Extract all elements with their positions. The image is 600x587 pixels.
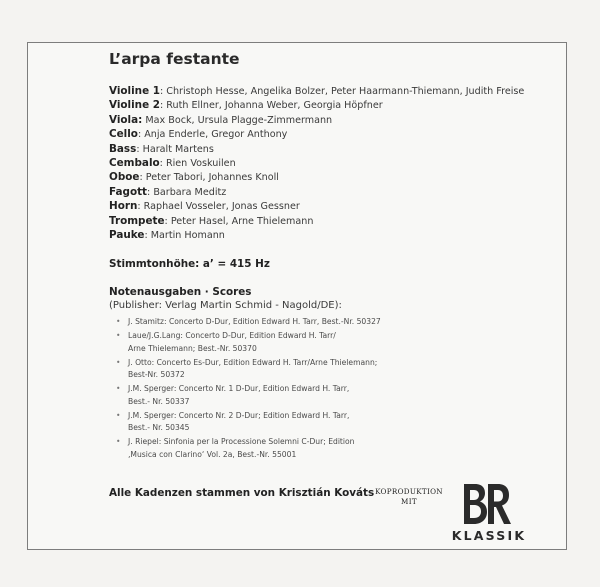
roster-row: [109, 170, 524, 184]
coproduction-label: [372, 487, 446, 507]
scores-heading: Notenausgaben · Scores: [109, 286, 252, 298]
player-names: Rien Voskuilen: [165, 157, 236, 169]
scores-list: [116, 316, 381, 463]
br-logo-icon: [461, 482, 513, 526]
score-line: Best.- Nr. 50337: [128, 396, 190, 406]
separator: :: [159, 100, 167, 112]
roster-row: [109, 199, 524, 213]
list-item: [116, 330, 381, 355]
roster-row: [109, 228, 524, 242]
album-title: L’arpa festante: [109, 50, 240, 68]
musician-roster: [109, 84, 524, 242]
player-names: Peter Tabori, Johannes Knoll: [145, 172, 279, 184]
roster-row: [109, 185, 524, 199]
bullet-icon: •: [116, 437, 121, 447]
roster-row: [109, 142, 524, 156]
player-names: Raphael Vosseler, Jonas Gessner: [143, 201, 300, 213]
score-line: Arne Thielemann; Best.-Nr. 50370: [128, 343, 257, 353]
list-item: [116, 357, 381, 382]
score-line: Laue/J.G.Lang: Concerto D-Dur, Edition Edward H. Tarr/: [128, 331, 336, 341]
bullet-icon: •: [116, 410, 121, 420]
player-names: Ruth Ellner, Johanna Weber, Georgia Höpfner: [166, 100, 383, 112]
player-names: Haralt Martens: [142, 143, 214, 155]
score-line: J. Stamitz: Concerto D-Dur, Edition Edward H. Tarr, Best.-Nr. 50327: [128, 317, 381, 326]
coproduction-line: KOPRODUKTION: [375, 487, 443, 496]
score-line: J. Riepel: Sinfonia per la Processione Solemni C-Dur; Edition: [128, 437, 355, 447]
score-line: ‚Musica con Clarino‘ Vol. 2a, Best.-Nr. 55001: [128, 449, 297, 459]
bullet-icon: •: [116, 317, 121, 326]
instrument-label: Fagott: [109, 185, 148, 198]
bullet-icon: •: [116, 331, 121, 341]
player-names: Anja Enderle, Gregor Anthony: [144, 129, 288, 141]
roster-row: [109, 84, 524, 98]
score-line: J. Otto: Concerto Es-Dur, Edition Edward H. Tarr/Arne Thielemann;: [128, 357, 378, 367]
separator: :: [159, 86, 167, 97]
separator: :: [139, 172, 146, 184]
br-klassik-logo: [451, 482, 527, 544]
instrument-label: Cello: [109, 128, 138, 141]
separator: :: [136, 143, 143, 155]
score-line: J.M. Sperger: Concerto Nr. 2 D-Dur; Edition Edward H. Tarr,: [128, 410, 350, 420]
tuning-pitch: Stimmtonhöhe: a’ = 415 Hz: [109, 258, 270, 270]
roster-row: [109, 127, 524, 141]
list-item: [116, 316, 381, 328]
instrument-label: Viola:: [109, 113, 143, 126]
score-line: Best.- Nr. 50345: [128, 423, 190, 432]
list-item: [116, 383, 381, 408]
player-names: Martin Homann: [150, 229, 225, 241]
separator: :: [137, 201, 144, 213]
instrument-label: Violine 2: [109, 99, 160, 112]
bullet-icon: •: [116, 357, 121, 367]
list-item: [116, 436, 381, 461]
bullet-icon: •: [116, 384, 121, 394]
roster-row: [109, 98, 524, 112]
player-names: Christoph Hesse, Angelika Bolzer, Peter Haarmann-Thiemann, Judith Freise: [166, 86, 525, 97]
instrument-label: Trompete: [109, 214, 165, 227]
score-line: Best-Nr. 50372: [128, 370, 185, 379]
separator: :: [144, 229, 151, 241]
coproduction-line: MIT: [401, 497, 417, 506]
publisher-note: (Publisher: Verlag Martin Schmid - Nagold/DE):: [109, 300, 342, 311]
player-names: Peter Hasel, Arne Thielemann: [170, 215, 314, 227]
instrument-label: Horn: [109, 200, 138, 213]
instrument-label: Violine 1: [109, 85, 160, 97]
roster-row: [109, 156, 524, 170]
separator: :: [159, 157, 166, 169]
instrument-label: Pauke: [109, 228, 145, 241]
instrument-label: Cembalo: [109, 156, 160, 169]
score-line: J.M. Sperger: Concerto Nr. 1 D-Dur, Edition Edward H. Tarr,: [128, 384, 350, 394]
separator: :: [137, 129, 145, 141]
cadenza-credit: Alle Kadenzen stammen von Krisztián Kováts: [109, 487, 375, 499]
list-item: [116, 410, 381, 435]
separator: :: [147, 186, 154, 198]
player-names: Max Bock, Ursula Plagge-Zimmermann: [145, 114, 333, 126]
instrument-label: Bass: [109, 142, 137, 155]
separator: :: [164, 215, 171, 227]
roster-row: [109, 113, 524, 127]
roster-row: [109, 214, 524, 228]
instrument-label: Oboe: [109, 171, 140, 184]
player-names: Barbara Meditz: [153, 186, 227, 198]
klassik-wordmark: KLASSIK: [451, 528, 527, 543]
